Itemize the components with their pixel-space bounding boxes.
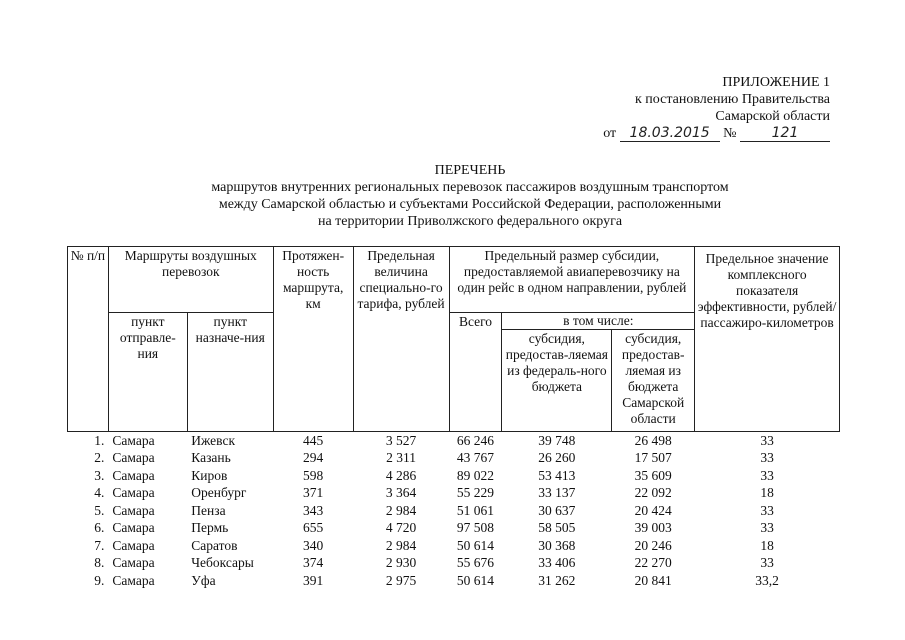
header-tariff: Предельная величина специально-го тарифа, рублей xyxy=(353,247,449,432)
cell-regional: 35 609 xyxy=(634,467,672,483)
cell-efficiency: 33,2 xyxy=(755,572,779,588)
table-row xyxy=(68,520,840,538)
header-subsidy: Предельный размер субсидии, предоставляемой авиаперевозчику на один рейс в одном направлении, рублей xyxy=(449,247,695,313)
cell-total: 55 229 xyxy=(456,485,495,501)
header-regional: субсидия, предостав-ляемая из бюджета Самарской области xyxy=(612,330,695,432)
cell-total: 51 061 xyxy=(456,502,495,518)
cell-total: 55 676 xyxy=(456,555,495,571)
routes-table xyxy=(67,246,840,590)
cell-regional: 39 003 xyxy=(634,520,672,536)
table-row xyxy=(68,537,840,555)
cell-regional: 22 092 xyxy=(634,485,672,501)
cell-from: Самара xyxy=(112,555,155,571)
cell-total: 66 246 xyxy=(456,432,495,448)
cell-federal: 58 505 xyxy=(538,520,576,536)
cell-to: Оренбург xyxy=(191,485,247,501)
table-row xyxy=(68,467,840,485)
cell-to: Ижевск xyxy=(191,432,236,448)
table-row xyxy=(68,485,840,503)
cell-num: 5. xyxy=(94,502,105,518)
cell-length: 374 xyxy=(303,555,324,571)
document-subtitle-line-1: маршрутов внутренних региональных перевозок пассажиров воздушным транспортом xyxy=(211,180,729,195)
routes-table-body xyxy=(68,432,840,590)
cell-federal: 30 368 xyxy=(538,537,576,553)
cell-tariff: 2 984 xyxy=(385,537,417,553)
header-to: пункт назначе-ния xyxy=(187,313,273,432)
appendix-date-line xyxy=(590,125,830,142)
cell-num: 3. xyxy=(94,467,105,483)
table-row xyxy=(68,555,840,573)
date-prefix: от xyxy=(603,126,617,141)
cell-federal: 26 260 xyxy=(538,450,576,466)
cell-total: 43 767 xyxy=(456,450,495,466)
cell-length: 655 xyxy=(303,520,324,536)
number-prefix: № xyxy=(723,126,737,141)
cell-efficiency: 33 xyxy=(760,502,774,518)
document-heading xyxy=(100,162,840,230)
cell-efficiency: 33 xyxy=(760,432,774,448)
cell-total: 89 022 xyxy=(456,467,495,483)
header-num: № п/п xyxy=(68,247,109,432)
header-federal: субсидия, предостав-ляемая из федераль-ного бюджета xyxy=(502,330,612,432)
cell-tariff: 2 311 xyxy=(386,450,416,466)
document-subtitle-line-2: между Самарской областью и субъектами Российской Федерации, расположенными xyxy=(218,197,722,212)
cell-num: 2. xyxy=(94,450,105,466)
cell-regional: 22 270 xyxy=(634,555,672,571)
cell-tariff: 2 975 xyxy=(385,572,417,588)
cell-from: Самара xyxy=(112,467,155,483)
cell-length: 340 xyxy=(303,537,324,553)
document-title: ПЕРЕЧЕНЬ xyxy=(434,163,506,178)
cell-tariff: 2 984 xyxy=(385,502,417,518)
cell-num: 4. xyxy=(94,485,105,501)
cell-to: Пермь xyxy=(191,520,229,536)
cell-tariff: 3 527 xyxy=(385,432,417,448)
cell-federal: 31 262 xyxy=(538,572,576,588)
cell-tariff: 2 930 xyxy=(385,555,417,571)
handwritten-number: 121 xyxy=(740,126,830,142)
cell-tariff: 4 720 xyxy=(385,520,417,536)
appendix-line-1: к постановлению Правительства xyxy=(634,92,830,107)
cell-from: Самара xyxy=(112,450,155,466)
cell-federal: 30 637 xyxy=(538,502,576,518)
cell-length: 445 xyxy=(303,432,324,448)
cell-length: 391 xyxy=(303,572,324,588)
cell-federal: 53 413 xyxy=(538,467,576,483)
cell-num: 6. xyxy=(94,520,105,536)
header-efficiency: Предельное значение комплексного показателя эффективности, рублей/пассажиро-километров xyxy=(695,247,840,432)
cell-from: Самара xyxy=(112,537,155,553)
cell-efficiency: 33 xyxy=(760,467,774,483)
header-length: Протяжен-ность маршрута, км xyxy=(273,247,353,432)
cell-regional: 20 246 xyxy=(634,537,672,553)
cell-tariff: 4 286 xyxy=(385,467,417,483)
cell-to: Саратов xyxy=(191,537,238,553)
cell-length: 343 xyxy=(303,502,324,518)
cell-efficiency: 33 xyxy=(760,450,774,466)
cell-regional: 26 498 xyxy=(634,432,672,448)
cell-efficiency: 33 xyxy=(760,520,774,536)
header-total: Всего xyxy=(449,313,502,432)
cell-num: 1. xyxy=(94,432,105,448)
cell-num: 7. xyxy=(94,537,105,553)
cell-federal: 39 748 xyxy=(538,432,576,448)
cell-length: 371 xyxy=(303,485,324,501)
cell-length: 294 xyxy=(303,450,324,466)
handwritten-date: 18.03.2015 xyxy=(620,126,720,142)
table-row xyxy=(68,572,840,590)
cell-to: Уфа xyxy=(191,572,216,588)
cell-regional: 20 841 xyxy=(634,572,672,588)
header-including: в том числе: xyxy=(502,313,695,330)
cell-num: 9. xyxy=(94,572,105,588)
appendix-title: ПРИЛОЖЕНИЕ 1 xyxy=(722,75,830,90)
cell-from: Самара xyxy=(112,502,155,518)
cell-from: Самара xyxy=(112,520,155,536)
cell-total: 50 614 xyxy=(456,537,495,553)
appendix-block xyxy=(590,74,830,142)
cell-efficiency: 18 xyxy=(760,537,774,553)
table-row xyxy=(68,432,840,450)
cell-to: Чебоксары xyxy=(191,555,254,571)
cell-num: 8. xyxy=(94,555,105,571)
cell-efficiency: 18 xyxy=(760,485,774,501)
cell-total: 50 614 xyxy=(456,572,495,588)
cell-to: Киров xyxy=(191,467,228,483)
header-routes: Маршруты воздушных перевозок xyxy=(108,247,273,313)
cell-to: Казань xyxy=(191,450,231,466)
header-from: пункт отправле-ния xyxy=(108,313,187,432)
cell-total: 97 508 xyxy=(456,520,495,536)
cell-tariff: 3 364 xyxy=(385,485,417,501)
appendix-line-2: Самарской области xyxy=(715,109,830,124)
cell-efficiency: 33 xyxy=(760,555,774,571)
cell-to: Пенза xyxy=(191,502,226,518)
cell-from: Самара xyxy=(112,432,155,448)
table-row xyxy=(68,450,840,468)
document-subtitle-line-3: на территории Приволжского федерального округа xyxy=(317,214,623,229)
table-row xyxy=(68,502,840,520)
cell-from: Самара xyxy=(112,485,155,501)
cell-regional: 17 507 xyxy=(634,450,672,466)
cell-length: 598 xyxy=(303,467,324,483)
cell-regional: 20 424 xyxy=(634,502,672,518)
cell-federal: 33 137 xyxy=(538,485,576,501)
cell-from: Самара xyxy=(112,572,155,588)
cell-federal: 33 406 xyxy=(538,555,576,571)
